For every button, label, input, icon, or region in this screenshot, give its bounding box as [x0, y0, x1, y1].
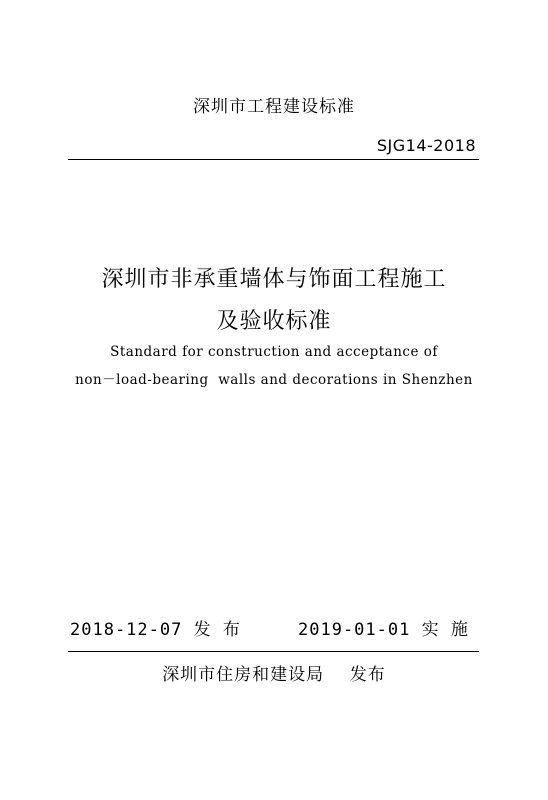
standard-number: SJG14-2018 — [376, 136, 476, 155]
effective-date: 2019-01-01 实 施 — [298, 620, 469, 640]
english-title-line-1: Standard for construction and acceptance of — [110, 344, 438, 360]
publisher: 深圳市住房和建设局 发布 — [162, 665, 386, 685]
bottom-divider — [68, 651, 479, 652]
issue-date: 2018-12-07 发 布 — [70, 620, 241, 640]
top-divider — [68, 159, 479, 160]
document-title-line-1: 深圳市非承重墙体与饰面工程施工 — [101, 267, 447, 292]
document-title-line-2: 及验收标准 — [216, 309, 332, 334]
series-title: 深圳市工程建设标准 — [193, 97, 355, 117]
english-title-line-2: non－load-bearing walls and decorations in Shenzhen — [75, 372, 473, 388]
